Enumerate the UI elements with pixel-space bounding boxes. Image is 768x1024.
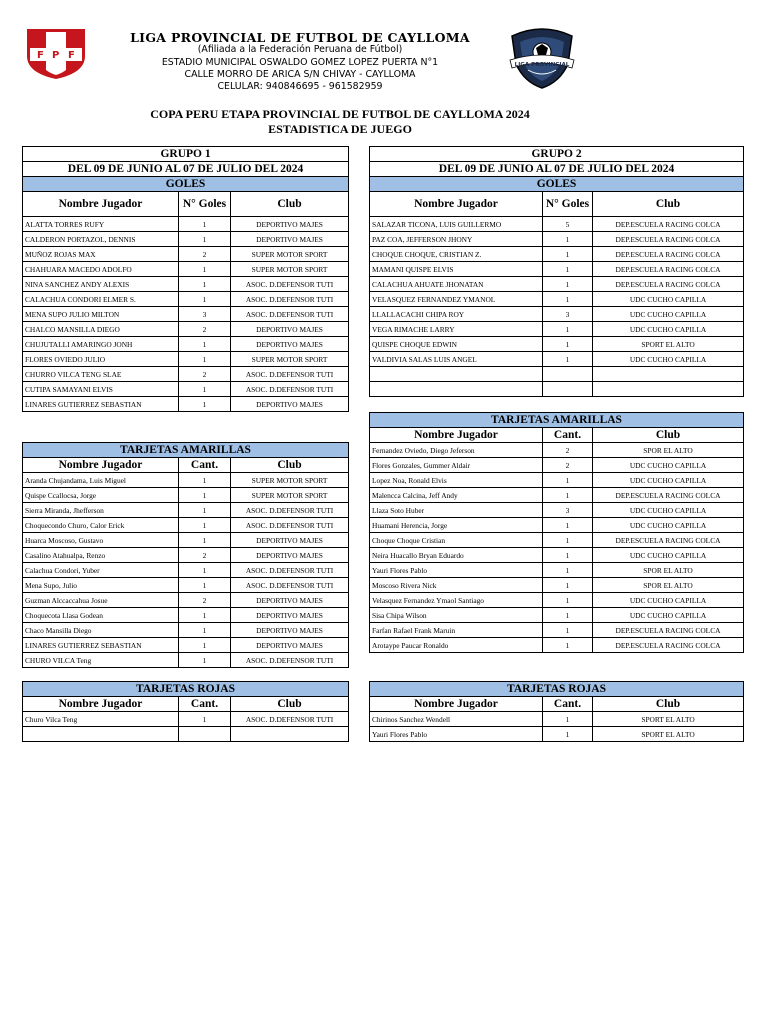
group1-goals-table bbox=[22, 146, 349, 412]
count-header: Cant. bbox=[179, 697, 231, 712]
count-value: 1 bbox=[543, 608, 593, 623]
table-row bbox=[370, 578, 744, 593]
group1-red-cards-table bbox=[22, 681, 349, 742]
count-value: 1 bbox=[179, 292, 231, 307]
club-name: DEPORTIVO MAJES bbox=[231, 608, 349, 623]
table-row bbox=[370, 367, 744, 382]
liga-provincial-caylloma-logo bbox=[506, 24, 578, 90]
club-name: DEP.ESCUELA RACING COLCA bbox=[593, 247, 744, 262]
club-name: SPORT EL ALTO bbox=[593, 727, 744, 742]
table-row bbox=[23, 503, 349, 518]
club-name: SUPER MOTOR SPORT bbox=[231, 247, 349, 262]
player-name: LINARES GUTIERREZ SEBASTIAN bbox=[23, 638, 179, 653]
league-name: LIGA PROVINCIAL DE FUTBOL DE CAYLLOMA bbox=[130, 30, 470, 45]
club-name: UDC CUCHO CAPILLA bbox=[593, 473, 744, 488]
date-range: DEL 09 DE JUNIO AL 07 DE JULIO DEL 2024 bbox=[23, 162, 349, 177]
player-name: NINA SANCHEZ ANDY ALEXIS bbox=[23, 277, 179, 292]
table-row bbox=[23, 382, 349, 397]
player-name bbox=[370, 382, 543, 397]
club-name: SUPER MOTOR SPORT bbox=[231, 262, 349, 277]
yellow-cards-band-row bbox=[23, 443, 349, 458]
player-name: CALDERON PORTAZOL, DENNIS bbox=[23, 232, 179, 247]
goals-band: GOLES bbox=[23, 177, 349, 192]
table-row bbox=[23, 307, 349, 322]
player-name: CHALCO MANSILLA DIEGO bbox=[23, 322, 179, 337]
club-header: Club bbox=[593, 697, 744, 712]
table-row bbox=[23, 653, 349, 668]
table-row bbox=[370, 262, 744, 277]
statistics-subtitle: ESTADISTICA DE JUEGO bbox=[268, 121, 412, 136]
table-row bbox=[23, 397, 349, 412]
document-header bbox=[0, 0, 768, 100]
player-name: VELASQUEZ FERNANDEZ YMANOL bbox=[370, 292, 543, 307]
date-range: DEL 09 DE JUNIO AL 07 DE JULIO DEL 2024 bbox=[370, 162, 744, 177]
club-name: DEP.ESCUELA RACING COLCA bbox=[593, 262, 744, 277]
club-name: UDC CUCHO CAPILLA bbox=[593, 548, 744, 563]
player-name: Guzman Alccaccahua Josue bbox=[23, 593, 179, 608]
player-name: LLALLACACHI CHIPA ROY bbox=[370, 307, 543, 322]
count-value: 1 bbox=[543, 593, 593, 608]
club-name: ASOC. D.DEFENSOR TUTI bbox=[231, 382, 349, 397]
player-name: ALATTA TORRES RUFY bbox=[23, 217, 179, 232]
player-name: QUISPE CHOQUE EDWIN bbox=[370, 337, 543, 352]
table-row bbox=[370, 247, 744, 262]
club-name: DEPORTIVO MAJES bbox=[231, 533, 349, 548]
club-name: ASOC. D.DEFENSOR TUTI bbox=[231, 712, 349, 727]
player-header: Nombre Jugador bbox=[23, 458, 179, 473]
player-name: Fernandez Oviedo, Diego Jeferson bbox=[370, 443, 543, 458]
table-row bbox=[370, 548, 744, 563]
svg-text:P: P bbox=[52, 50, 60, 61]
count-value: 1 bbox=[179, 533, 231, 548]
count-value: 1 bbox=[179, 473, 231, 488]
goals-band-row bbox=[370, 177, 744, 192]
header-row bbox=[370, 428, 744, 443]
club-name: SPOR EL ALTO bbox=[593, 563, 744, 578]
group-title: GRUPO 2 bbox=[370, 147, 744, 162]
club-name: UDC CUCHO CAPILLA bbox=[593, 503, 744, 518]
club-name: UDC CUCHO CAPILLA bbox=[593, 518, 744, 533]
table-row bbox=[23, 727, 349, 742]
club-name: ASOC. D.DEFENSOR TUTI bbox=[231, 277, 349, 292]
document-titles bbox=[0, 107, 680, 136]
table-row bbox=[23, 367, 349, 382]
count-value: 5 bbox=[543, 217, 593, 232]
player-header: Nombre Jugador bbox=[370, 428, 543, 443]
count-value: 1 bbox=[543, 563, 593, 578]
club-name: DEP.ESCUELA RACING COLCA bbox=[593, 277, 744, 292]
player-name: Chaco Mansilla Diego bbox=[23, 623, 179, 638]
table-row bbox=[370, 307, 744, 322]
organization-info bbox=[110, 32, 490, 93]
group2-red-cards-table bbox=[369, 681, 744, 742]
club-name: ASOC. D.DEFENSOR TUTI bbox=[231, 563, 349, 578]
count-value: 1 bbox=[543, 473, 593, 488]
club-name: DEP.ESCUELA RACING COLCA bbox=[593, 533, 744, 548]
club-name: UDC CUCHO CAPILLA bbox=[593, 307, 744, 322]
club-header: Club bbox=[593, 192, 744, 217]
count-value: 1 bbox=[543, 518, 593, 533]
count-value: 1 bbox=[543, 638, 593, 653]
player-header: Nombre Jugador bbox=[23, 192, 179, 217]
player-name: Choque Choque Cristian bbox=[370, 533, 543, 548]
svg-text:LIGA PROVINCIAL: LIGA PROVINCIAL bbox=[514, 62, 570, 68]
player-name: MAMANI QUISPE ELVIS bbox=[370, 262, 543, 277]
group-title: GRUPO 1 bbox=[23, 147, 349, 162]
fpf-shield-logo bbox=[24, 26, 88, 80]
club-name: UDC CUCHO CAPILLA bbox=[593, 593, 744, 608]
count-value: 2 bbox=[179, 322, 231, 337]
player-name: Choquecota Llasa Godean bbox=[23, 608, 179, 623]
yellow-cards-band: TARJETAS AMARILLAS bbox=[370, 413, 744, 428]
player-name: Mena Supo, Julio bbox=[23, 578, 179, 593]
club-name: DEPORTIVO MAJES bbox=[231, 397, 349, 412]
club-name: ASOC. D.DEFENSOR TUTI bbox=[231, 518, 349, 533]
group-title-row bbox=[370, 147, 744, 162]
club-name: DEPORTIVO MAJES bbox=[231, 638, 349, 653]
table-row bbox=[23, 337, 349, 352]
club-name: DEPORTIVO MAJES bbox=[231, 322, 349, 337]
count-value: 1 bbox=[543, 322, 593, 337]
player-name: CHOQUE CHOQUE, CRISTIAN Z. bbox=[370, 247, 543, 262]
count-value: 1 bbox=[179, 352, 231, 367]
group2-goals-table bbox=[369, 146, 744, 397]
player-name: Llaza Soto Huber bbox=[370, 503, 543, 518]
count-value: 1 bbox=[543, 232, 593, 247]
player-header: Nombre Jugador bbox=[370, 697, 543, 712]
count-header: Cant. bbox=[543, 697, 593, 712]
count-value: 1 bbox=[179, 623, 231, 638]
phone-line: CELULAR: 940846695 - 961582959 bbox=[217, 81, 383, 93]
table-row bbox=[23, 292, 349, 307]
count-value: 1 bbox=[543, 277, 593, 292]
table-row bbox=[370, 533, 744, 548]
table-row bbox=[370, 488, 744, 503]
address-line: CALLE MORRO DE ARICA S/N CHIVAY - CAYLLOMA bbox=[184, 68, 416, 80]
table-row bbox=[23, 563, 349, 578]
count-value: 1 bbox=[179, 488, 231, 503]
count-value: 1 bbox=[179, 337, 231, 352]
count-value: 1 bbox=[543, 578, 593, 593]
player-name: Malencca Calcina, Jeff Andy bbox=[370, 488, 543, 503]
count-value: 1 bbox=[543, 247, 593, 262]
player-name bbox=[370, 367, 543, 382]
table-row bbox=[370, 727, 744, 742]
count-value: 1 bbox=[543, 623, 593, 638]
player-name: MUÑOZ ROJAS MAX bbox=[23, 247, 179, 262]
player-name: CALACHUA AHUATE JHONATAN bbox=[370, 277, 543, 292]
club-name: ASOC. D.DEFENSOR TUTI bbox=[231, 503, 349, 518]
table-row bbox=[370, 382, 744, 397]
count-value: 1 bbox=[179, 653, 231, 668]
table-row bbox=[23, 533, 349, 548]
club-header: Club bbox=[593, 428, 744, 443]
count-value: 3 bbox=[179, 307, 231, 322]
count-value: 1 bbox=[543, 548, 593, 563]
count-header: Cant. bbox=[179, 458, 231, 473]
table-row bbox=[370, 352, 744, 367]
player-name: CUTIPA SAMAYANI ELVIS bbox=[23, 382, 179, 397]
club-name: DEPORTIVO MAJES bbox=[231, 548, 349, 563]
table-row bbox=[23, 608, 349, 623]
count-value: 3 bbox=[543, 307, 593, 322]
affiliation-line: (Afiliada a la Federación Peruana de Fútbol) bbox=[197, 44, 403, 56]
club-name bbox=[593, 367, 744, 382]
red-cards-band: TARJETAS ROJAS bbox=[23, 682, 349, 697]
player-name: Lopez Noa, Ronald Elvis bbox=[370, 473, 543, 488]
player-name: Yauri Flores Pablo bbox=[370, 563, 543, 578]
club-name: UDC CUCHO CAPILLA bbox=[593, 322, 744, 337]
competition-title: COPA PERU ETAPA PROVINCIAL DE FUTBOL DE CAYLLOMA 2024 bbox=[150, 107, 530, 121]
player-name bbox=[23, 727, 179, 742]
club-name: DEP.ESCUELA RACING COLCA bbox=[593, 623, 744, 638]
table-row bbox=[370, 563, 744, 578]
club-name: DEP.ESCUELA RACING COLCA bbox=[593, 232, 744, 247]
goals-count-header: N° Goles bbox=[543, 192, 593, 217]
club-name: SPORT EL ALTO bbox=[593, 337, 744, 352]
table-row bbox=[370, 518, 744, 533]
table-row bbox=[370, 292, 744, 307]
table-row bbox=[23, 593, 349, 608]
count-value: 1 bbox=[179, 638, 231, 653]
player-name: SALAZAR TICONA, LUIS GUILLERMO bbox=[370, 217, 543, 232]
count-value: 1 bbox=[179, 578, 231, 593]
goals-band-row bbox=[23, 177, 349, 192]
svg-text:F: F bbox=[68, 50, 75, 61]
red-cards-band-row bbox=[23, 682, 349, 697]
club-name: SPOR EL ALTO bbox=[593, 443, 744, 458]
table-row bbox=[370, 608, 744, 623]
count-value: 1 bbox=[543, 292, 593, 307]
count-value: 1 bbox=[543, 533, 593, 548]
count-header: Cant. bbox=[543, 428, 593, 443]
header-row bbox=[23, 697, 349, 712]
player-name: MENA SUPO JULIO MILTON bbox=[23, 307, 179, 322]
player-name: Moscoso Rivera Nick bbox=[370, 578, 543, 593]
player-name: Arotaype Paucar Ronaldo bbox=[370, 638, 543, 653]
player-name: VALDIVIA SALAS LUIS ANGEL bbox=[370, 352, 543, 367]
yellow-cards-band: TARJETAS AMARILLAS bbox=[23, 443, 349, 458]
player-name: Churo Vilca Teng bbox=[23, 712, 179, 727]
club-name: SUPER MOTOR SPORT bbox=[231, 352, 349, 367]
club-header: Club bbox=[231, 458, 349, 473]
count-value: 1 bbox=[179, 277, 231, 292]
player-name: CHURO VILCA Teng bbox=[23, 653, 179, 668]
count-value: 1 bbox=[179, 712, 231, 727]
count-value: 1 bbox=[179, 518, 231, 533]
table-row bbox=[370, 503, 744, 518]
count-value bbox=[543, 382, 593, 397]
count-value bbox=[543, 367, 593, 382]
header-row bbox=[23, 458, 349, 473]
table-row bbox=[23, 262, 349, 277]
count-value: 1 bbox=[179, 217, 231, 232]
club-name: DEPORTIVO MAJES bbox=[231, 593, 349, 608]
count-value: 2 bbox=[543, 443, 593, 458]
player-name: LINARES GUTIERREZ SEBASTIAN bbox=[23, 397, 179, 412]
count-value: 1 bbox=[543, 712, 593, 727]
count-value: 3 bbox=[543, 503, 593, 518]
group-title-row bbox=[23, 147, 349, 162]
table-row bbox=[370, 712, 744, 727]
svg-text:F: F bbox=[37, 50, 44, 61]
table-row bbox=[23, 322, 349, 337]
club-name: UDC CUCHO CAPILLA bbox=[593, 608, 744, 623]
goals-count-header: N° Goles bbox=[179, 192, 231, 217]
red-cards-band: TARJETAS ROJAS bbox=[370, 682, 744, 697]
club-name: ASOC. D.DEFENSOR TUTI bbox=[231, 307, 349, 322]
player-name: CALACHUA CONDORI ELMER S. bbox=[23, 292, 179, 307]
player-name: CHAHUARA MACEDO ADOLFO bbox=[23, 262, 179, 277]
club-name: DEPORTIVO MAJES bbox=[231, 232, 349, 247]
table-row bbox=[370, 322, 744, 337]
goals-band: GOLES bbox=[370, 177, 744, 192]
club-name: DEP.ESCUELA RACING COLCA bbox=[593, 638, 744, 653]
club-name: SUPER MOTOR SPORT bbox=[231, 473, 349, 488]
table-row bbox=[23, 277, 349, 292]
count-value: 1 bbox=[179, 503, 231, 518]
club-name: UDC CUCHO CAPILLA bbox=[593, 352, 744, 367]
player-name: Yauri Flores Pablo bbox=[370, 727, 543, 742]
player-name: Farfan Rafael Frank Maruin bbox=[370, 623, 543, 638]
table-row bbox=[23, 352, 349, 367]
club-name: UDC CUCHO CAPILLA bbox=[593, 292, 744, 307]
player-header: Nombre Jugador bbox=[23, 697, 179, 712]
count-value: 1 bbox=[179, 262, 231, 277]
player-name: Neira Huacallo Bryan Eduardo bbox=[370, 548, 543, 563]
table-row bbox=[23, 712, 349, 727]
yellow-cards-band-row bbox=[370, 413, 744, 428]
player-name: FLORES OVIEDO JULIO bbox=[23, 352, 179, 367]
table-row bbox=[23, 548, 349, 563]
player-name: Huarca Moscoso, Gustavo bbox=[23, 533, 179, 548]
club-name: DEP.ESCUELA RACING COLCA bbox=[593, 488, 744, 503]
table-row bbox=[370, 232, 744, 247]
table-row bbox=[23, 232, 349, 247]
club-header: Club bbox=[231, 192, 349, 217]
player-name: CHUJUTALLI AMARINGO JONH bbox=[23, 337, 179, 352]
table-row bbox=[23, 247, 349, 262]
club-name: SPORT EL ALTO bbox=[593, 712, 744, 727]
club-name: DEPORTIVO MAJES bbox=[231, 623, 349, 638]
count-value: 1 bbox=[543, 262, 593, 277]
count-value: 2 bbox=[179, 367, 231, 382]
count-value: 2 bbox=[543, 458, 593, 473]
table-row bbox=[23, 578, 349, 593]
count-value: 2 bbox=[179, 593, 231, 608]
player-name: Calachua Condori, Yuber bbox=[23, 563, 179, 578]
count-value: 1 bbox=[543, 488, 593, 503]
table-row bbox=[23, 518, 349, 533]
table-row bbox=[370, 473, 744, 488]
player-header: Nombre Jugador bbox=[370, 192, 543, 217]
count-value: 1 bbox=[179, 397, 231, 412]
header-row bbox=[23, 192, 349, 217]
player-name: Sisa Chipa Wilson bbox=[370, 608, 543, 623]
red-cards-band-row bbox=[370, 682, 744, 697]
table-row bbox=[23, 638, 349, 653]
count-value: 1 bbox=[179, 608, 231, 623]
player-name: Sierra Miranda, Jhefferson bbox=[23, 503, 179, 518]
count-value: 1 bbox=[179, 563, 231, 578]
date-range-row bbox=[23, 162, 349, 177]
club-name: ASOC. D.DEFENSOR TUTI bbox=[231, 292, 349, 307]
club-name: SUPER MOTOR SPORT bbox=[231, 488, 349, 503]
table-row bbox=[23, 473, 349, 488]
player-name: Aranda Chujandama, Luis Miguel bbox=[23, 473, 179, 488]
table-row bbox=[370, 217, 744, 232]
player-name: CHURRO VILCA TENG SLAE bbox=[23, 367, 179, 382]
count-value: 1 bbox=[179, 382, 231, 397]
count-value: 1 bbox=[543, 352, 593, 367]
player-name: PAZ COA, JEFFERSON JHONY bbox=[370, 232, 543, 247]
count-value: 1 bbox=[543, 727, 593, 742]
table-row bbox=[23, 623, 349, 638]
player-name: Flores Gonzales, Gummer Aldair bbox=[370, 458, 543, 473]
count-value: 2 bbox=[179, 247, 231, 262]
club-name: DEPORTIVO MAJES bbox=[231, 337, 349, 352]
header-row bbox=[370, 697, 744, 712]
player-name: Casalino Atahualpa, Renzo bbox=[23, 548, 179, 563]
table-row bbox=[370, 623, 744, 638]
player-name: Velasquez Fernandez Ymaol Santiago bbox=[370, 593, 543, 608]
count-value: 2 bbox=[179, 548, 231, 563]
table-row bbox=[370, 337, 744, 352]
date-range-row bbox=[370, 162, 744, 177]
club-name bbox=[593, 382, 744, 397]
count-value: 1 bbox=[543, 337, 593, 352]
player-name: Chirinos Sanchez Wendell bbox=[370, 712, 543, 727]
club-name: ASOC. D.DEFENSOR TUTI bbox=[231, 578, 349, 593]
club-name: DEPORTIVO MAJES bbox=[231, 217, 349, 232]
club-name: SPOR EL ALTO bbox=[593, 578, 744, 593]
player-name: Choquecondo Churo, Calor Erick bbox=[23, 518, 179, 533]
table-row bbox=[370, 277, 744, 292]
player-name: Huamani Herencia, Jorge bbox=[370, 518, 543, 533]
club-header: Club bbox=[231, 697, 349, 712]
table-row bbox=[23, 488, 349, 503]
club-name bbox=[231, 727, 349, 742]
table-row bbox=[370, 443, 744, 458]
player-name: VEGA RIMACHE LARRY bbox=[370, 322, 543, 337]
player-name: Quispe Ccallocsa, Jorge bbox=[23, 488, 179, 503]
table-row bbox=[23, 217, 349, 232]
stadium-line: ESTADIO MUNICIPAL OSWALDO GOMEZ LOPEZ PUERTA N°1 bbox=[161, 56, 439, 68]
group2-yellow-cards-table bbox=[369, 412, 744, 653]
club-name: ASOC. D.DEFENSOR TUTI bbox=[231, 367, 349, 382]
table-row bbox=[370, 638, 744, 653]
club-name: ASOC. D.DEFENSOR TUTI bbox=[231, 653, 349, 668]
table-row bbox=[370, 593, 744, 608]
group1-yellow-cards-table bbox=[22, 442, 349, 668]
count-value bbox=[179, 727, 231, 742]
header-row bbox=[370, 192, 744, 217]
count-value: 1 bbox=[179, 232, 231, 247]
table-row bbox=[370, 458, 744, 473]
club-name: DEP.ESCUELA RACING COLCA bbox=[593, 217, 744, 232]
club-name: UDC CUCHO CAPILLA bbox=[593, 458, 744, 473]
